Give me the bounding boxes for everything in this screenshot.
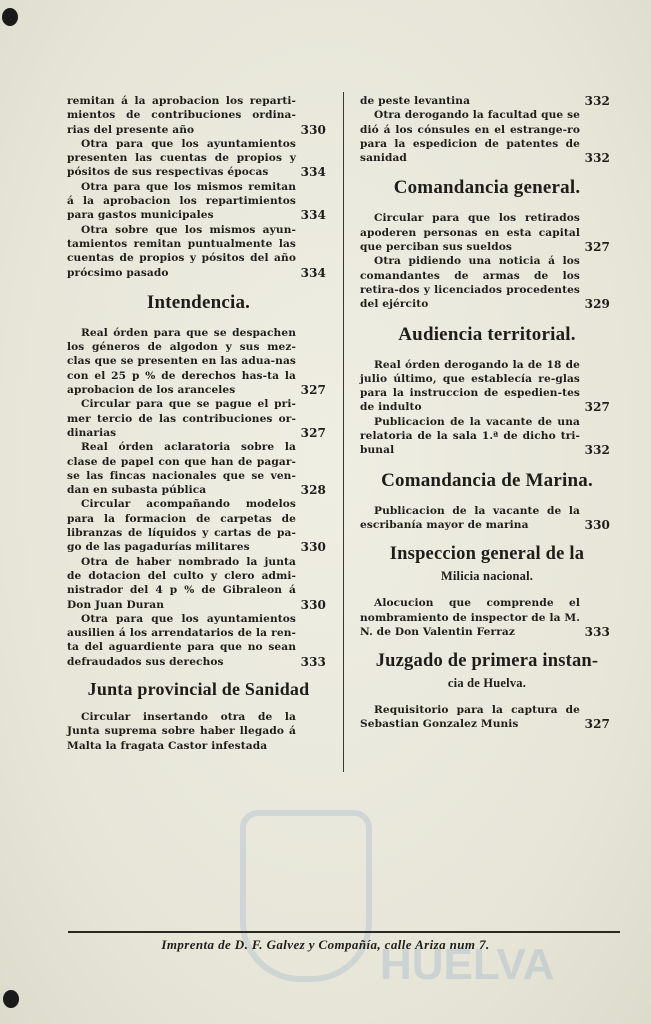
entry-page-number: 330 <box>300 540 326 555</box>
index-entry <box>67 326 330 397</box>
entry-text: Otra derogando la facultad que se dió á los cónsules en el estrange-ro para la espedicion de patentes de sanidad <box>360 109 580 165</box>
entry-text: Otra para que los mismos remitan á la aprobacion los repartimientos para gastos municipales <box>67 180 296 222</box>
left-entries-a <box>67 94 330 280</box>
bottom-rule <box>68 931 620 933</box>
index-entry <box>67 710 330 753</box>
entry-text: de peste levantina <box>360 95 471 107</box>
index-entry <box>67 555 330 612</box>
entry-page-number: 327 <box>300 425 326 440</box>
index-entry <box>67 497 330 554</box>
entry-page-number: 332 <box>584 443 610 458</box>
entry-text: Requisitorio para la captura de Sebastian Gonzalez Munis <box>360 704 580 731</box>
right-column <box>360 94 614 732</box>
index-entry <box>67 397 330 440</box>
section-heading-comandancia-marina: Comandancia de Marina. <box>381 469 593 491</box>
right-entries-c <box>360 358 614 458</box>
index-entry <box>360 415 614 458</box>
right-entries-b <box>360 211 614 311</box>
imprint-line: Imprenta de D. F. Galvez y Compañía, calle Ariza num 7. <box>161 937 490 952</box>
punch-hole <box>3 990 19 1008</box>
entry-text: Publicacion de la vacante de la escribanía mayor de marina <box>360 504 580 531</box>
left-entries-c <box>67 710 330 753</box>
entry-page-number: 333 <box>300 654 326 669</box>
left-entries-b <box>67 326 330 669</box>
punch-hole <box>2 8 18 26</box>
entry-page-number: 332 <box>584 94 610 108</box>
entry-page-number: 327 <box>584 240 610 255</box>
index-entry <box>360 211 614 254</box>
entry-text: Otra de haber nombrado la junta de dotacion del culto y clero admi-nistrador del 4 p % de Gibraleon á Don Juan Duran <box>67 555 296 611</box>
watermark-text: HUELVA <box>380 940 555 989</box>
entry-page-number: 328 <box>300 483 326 498</box>
right-entries-e <box>360 596 614 639</box>
index-entry <box>67 137 330 180</box>
section-heading-comandancia-general: Comandancia general. <box>393 177 581 199</box>
index-entry <box>67 94 330 137</box>
entry-page-number: 329 <box>584 297 610 312</box>
section-heading-audiencia: Audiencia territorial. <box>398 323 576 345</box>
right-entries-d <box>360 504 614 533</box>
entry-text: Real órden derogando la de 18 de julio último, que establecía re-glas para la instruccion de espedien-tes de indulto <box>360 358 580 414</box>
entry-text: Otra para que los ayuntamientos presenten las cuentas de propios y pósitos de sus respectivas épocas <box>67 137 296 179</box>
entry-page-number: 332 <box>584 151 610 166</box>
index-entry <box>360 94 614 108</box>
index-entry <box>360 504 614 533</box>
section-heading-juzgado: Juzgado de primera instan- <box>375 651 599 672</box>
entry-page-number: 327 <box>584 400 610 415</box>
entry-text: Real órden para que se despachen los géneros de algodon y sus mez-clas que se presenten en las adua-nas con el 25 p % de derechos has-ta la aprobacion de los aranceles <box>67 326 296 397</box>
entry-page-number: 327 <box>300 383 326 398</box>
section-heading-inspeccion: Inspeccion general de la <box>389 544 585 565</box>
entry-text: Publicacion de la vacante de una relatoria de la sala 1.ª de dicho tri-bunal <box>360 415 580 457</box>
index-entry <box>360 254 614 311</box>
entry-page-number: 330 <box>300 122 326 137</box>
entry-page-number: 330 <box>584 517 610 532</box>
entry-page-number: 334 <box>300 165 326 180</box>
entry-page-number: 334 <box>300 208 326 223</box>
section-heading-juzgado-sub: cia de Huelva. <box>447 676 527 691</box>
archive-watermark <box>240 800 630 1000</box>
entry-text: Otra para que los ayuntamientos ausilien á los arrendatarios de la ren-ta del aguardiente para que no sean defraudados sus derechos <box>67 612 296 668</box>
index-entry <box>67 180 330 223</box>
entry-text: Otra pidiendo una noticia á los comandantes de armas de los retira-dos y licenciados procedentes del ejército <box>360 255 580 311</box>
entry-page-number: 333 <box>584 624 610 639</box>
entry-text: Otra sobre que los mismos ayun-tamientos remitan puntualmente las cuentas de propios y pósitos del año prócsimo pasado <box>67 223 296 279</box>
index-entry <box>360 108 614 165</box>
watermark-shield-icon <box>240 810 372 982</box>
entry-text: Circular acompañando modelos para la formacion de carpetas de libranzas de líquidos y cartas de pa-go de las pagadurías militares <box>67 498 296 554</box>
index-entry <box>360 596 614 639</box>
entry-text: Alocucion que comprende el nombramiento de inspector de la M. N. de Don Valentin Ferraz <box>360 597 580 638</box>
entry-text: Circular para que se pague el pri-mer tercio de las contribuciones or-dinarias <box>67 398 296 439</box>
index-entry <box>67 223 330 280</box>
index-entry <box>360 703 614 732</box>
entry-page-number: 334 <box>300 265 326 280</box>
entry-text: Circular insertando otra de la Junta suprema sobre haber llegado á Malta la fragata Castor infestada <box>67 710 296 752</box>
section-heading-intendencia: Intendencia. <box>146 291 251 313</box>
index-entry <box>360 358 614 415</box>
index-entry <box>67 612 330 669</box>
entry-page-number: 330 <box>300 597 326 612</box>
entry-page-number: 327 <box>584 717 610 732</box>
entry-text: remitan á la aprobacion los reparti-mientos de contribuciones ordina-rias del presente año <box>67 95 296 136</box>
section-heading-junta-sanidad: Junta provincial de Sanidad <box>87 678 310 699</box>
right-entries-a <box>360 94 614 165</box>
column-divider <box>343 92 344 772</box>
index-entry <box>67 440 330 497</box>
left-column <box>67 94 330 753</box>
entry-text: Real órden aclaratoria sobre la clase de papel con que han de pagar-se las fincas nacionales que se ven-dan en subasta pública <box>67 441 296 497</box>
right-entries-f <box>360 703 614 732</box>
entry-text: Circular para que los retirados apoderen personas en esta capital que perciban sus sueldos <box>360 212 580 254</box>
section-heading-inspeccion-sub: Milicia nacional. <box>440 569 534 584</box>
